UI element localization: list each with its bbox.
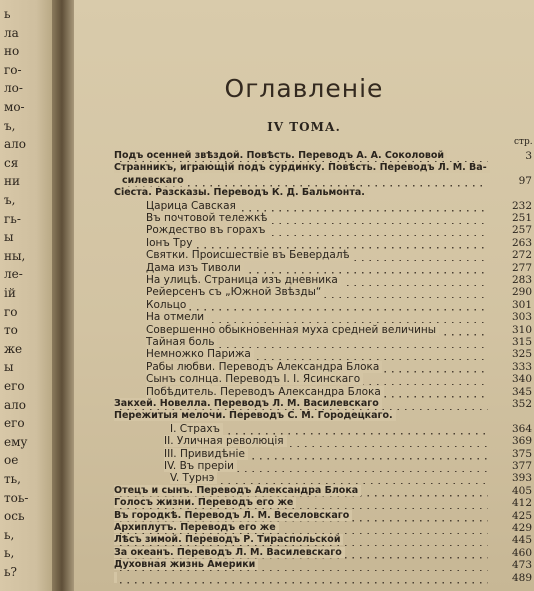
toc-entry-label: Рождество въ горахъ (146, 224, 488, 236)
toc-entry-label: Закхей. Новелла. Переводъ Л. М. Василевскаго (114, 398, 488, 410)
toc-entry-label: III. Привидѣніе (164, 448, 488, 460)
toc-entry-page-number: 272 (511, 249, 532, 262)
toc-row (74, 348, 534, 360)
toc-entry-page-number: 369 (511, 435, 532, 448)
toc-row (74, 262, 534, 274)
toc-entry-label: Подъ осенней звѣздой. Повѣсть. Переводъ А. А. Соколовой (114, 150, 488, 162)
toc-entry-label: Іонъ Тру (146, 237, 488, 249)
left-page-text-fragment: ни (4, 174, 20, 189)
toc-entry-label: На улицѣ. Страница изъ дневника (146, 274, 488, 286)
left-page-text-fragment: же (4, 341, 23, 356)
toc-entry-label: Дама изъ Тиволи (146, 262, 488, 274)
toc-row (74, 150, 534, 162)
toc-row (74, 435, 534, 447)
toc-entry-page-number: 377 (511, 460, 532, 472)
toc-row (74, 398, 534, 410)
left-page-text-fragment: ь, (4, 546, 15, 561)
left-page-text-fragment: ся (4, 155, 19, 170)
left-page-text-fragment: ь, (4, 527, 15, 542)
left-page-text-fragment: ло- (4, 81, 23, 96)
left-page-text-fragment: его (4, 379, 25, 393)
toc-entry-label: Совершенно обыкновенная муха средней величины (146, 324, 488, 336)
toc-row (74, 212, 534, 224)
toc-row (74, 485, 534, 497)
toc-entry-label: Сынъ солнца. Переводъ І. І. Ясинскаго (146, 373, 488, 385)
toc-row (74, 572, 534, 584)
toc-row (74, 274, 534, 286)
toc-row (74, 534, 534, 546)
toc-entry-page-number: 412 (511, 497, 532, 510)
toc-entry-page-number: 310 (511, 323, 532, 336)
toc-row (74, 286, 534, 298)
toc-entry-page-number: 340 (511, 373, 532, 386)
left-page-text-fragment: ось (4, 509, 25, 524)
toc-entry-page-number: 352 (511, 398, 532, 410)
left-page-text-fragment: гь- (4, 211, 21, 226)
toc-row (74, 187, 534, 199)
left-page-text-fragment: го (4, 304, 18, 319)
toc-entry-label: I. Страхъ (170, 423, 488, 435)
toc-row (74, 497, 534, 509)
left-page-text-fragment: ему (4, 434, 28, 449)
toc-entry-page-number: 445 (511, 534, 532, 547)
toc-row (74, 249, 534, 261)
toc-row (74, 336, 534, 348)
toc-entry-label: Въ городкѣ. Переводъ Л. М. Веселовскаго (114, 510, 488, 522)
toc-entry-page-number: 277 (511, 261, 532, 274)
toc-entry-label: Лѣсъ зимой. Переводъ Р. Тираспольской (114, 534, 488, 546)
toc-entry-label: Немножко Парижа (146, 348, 488, 360)
toc-entry-label: За океанъ. Переводъ Л. М. Василевскаго (114, 547, 488, 559)
toc-entry-page-number: 364 (511, 422, 532, 435)
toc-row (74, 410, 534, 422)
toc-row (74, 448, 534, 460)
toc-entry-label: Побѣдитель. Переводъ Александра Блока (146, 386, 488, 398)
toc-entry-label: Святки. Происшествіе въ Бевердалѣ (146, 249, 488, 261)
left-page-text-fragment: ь (4, 7, 11, 21)
toc-entry-label: Архиплутъ. Переводъ его же (114, 522, 488, 534)
left-page-text-fragment: то (4, 323, 18, 338)
toc-entry-page-number: 429 (511, 522, 532, 534)
toc-entry-page-number: 460 (511, 546, 532, 559)
toc-row (74, 373, 534, 385)
toc-row (74, 162, 534, 174)
page-column-header: стр. (514, 137, 533, 147)
left-page-text-fragment: ій (4, 286, 16, 300)
toc-row (74, 423, 534, 435)
left-page-text-fragment: но (4, 44, 20, 59)
toc-row (74, 510, 534, 522)
toc-entry-page-number: 263 (511, 236, 532, 249)
left-page-text-fragment: ле- (4, 267, 23, 282)
toc-row (74, 361, 534, 373)
toc-entry-label: силевскаго (122, 175, 488, 187)
toc-entry-label: Въ почтовой тележкѣ (146, 212, 488, 224)
left-page-text-fragment: ое (4, 453, 19, 468)
left-page-text-fragment: ало (4, 137, 27, 152)
toc-row (74, 324, 534, 336)
toc-entry-label (114, 572, 488, 584)
toc-row (74, 311, 534, 323)
toc-entry-page-number: 303 (511, 311, 532, 324)
toc-entry-page-number: 375 (511, 447, 532, 460)
toc-row (74, 460, 534, 472)
toc-entry-label: II. Уличная революція (164, 435, 488, 447)
toc-entry-label: V. Турнэ (170, 472, 488, 484)
toc-entry-label: Рейерсенъ съ „Южной Звѣзды“ (146, 286, 488, 298)
toc-row (74, 472, 534, 484)
toc-entry-label: Сіеста. Разсказы. Переводъ К. Д. Бальмонта. (114, 187, 492, 199)
toc-entry-page-number: 393 (511, 472, 532, 485)
left-page-text-fragment: го- (4, 62, 22, 77)
toc-entry-label: Кольцо (146, 299, 488, 311)
toc-entry-page-number: 405 (511, 484, 532, 497)
left-page-text-fragment: ы (4, 230, 14, 245)
toc-entry-page-number: 290 (511, 286, 532, 299)
page-title: Оглавленіе (224, 74, 384, 103)
left-page-text-fragment: ы (4, 360, 14, 375)
left-page-text-fragment: ъ, (4, 118, 16, 133)
left-page-text-fragment: ало (4, 397, 27, 412)
toc-entry-page-number: 315 (511, 336, 532, 348)
toc-entry-page-number: 283 (511, 274, 532, 286)
toc-entry-label: Рабы любви. Переводъ Александра Блока (146, 361, 488, 373)
toc-entry-page-number: 257 (511, 224, 532, 237)
volume-subtitle: IV ТОМА. (267, 120, 341, 134)
toc-entry-page-number: 489 (511, 571, 532, 584)
toc-entry-label: Пережитыя мелочи. Переводъ С. М. Городецкаго. (114, 410, 492, 422)
toc-entry-page-number: 425 (511, 509, 532, 522)
toc-row (74, 547, 534, 559)
left-page-text-fragment: ть, (4, 472, 21, 486)
toc-row (74, 200, 534, 212)
toc-entry-page-number: 325 (511, 348, 532, 361)
left-page-text-fragment: ла (4, 25, 19, 40)
left-page-fragment (0, 0, 52, 591)
toc-entry-label: Странникъ, играющій подъ сурдинку. Повѣсть. Переводъ Л. М. Ва- (114, 162, 492, 174)
toc-entry-label: IV. Въ преріи (164, 460, 488, 472)
toc-entry-page-number: 345 (511, 385, 532, 398)
toc-row (74, 386, 534, 398)
toc-row (74, 299, 534, 311)
right-page (74, 0, 534, 591)
book-gutter (52, 0, 74, 591)
toc-entry-label: Духовная жизнь Америки (114, 559, 488, 571)
toc-row (74, 224, 534, 236)
toc-entry-page-number: 473 (511, 559, 532, 572)
toc-entry-page-number: 3 (525, 150, 532, 162)
left-page-text-fragment: ь? (4, 565, 17, 579)
toc-entry-label: Голосъ жизни. Переводъ его же (114, 497, 488, 509)
left-page-text-fragment: ны, (4, 248, 26, 263)
left-page-text-fragment: тоь- (4, 490, 29, 505)
toc-row (74, 175, 534, 187)
toc-row (74, 559, 534, 571)
toc-entry-label: Тайная боль (146, 336, 488, 348)
toc-entry-page-number: 232 (511, 199, 532, 212)
toc-entry-page-number: 301 (511, 298, 532, 311)
toc-entry-label: Царица Савская (146, 200, 488, 212)
toc-entry-label: На отмели (146, 311, 488, 323)
toc-row (74, 522, 534, 534)
toc-row (74, 237, 534, 249)
toc-entry-page-number: 97 (518, 174, 532, 187)
left-page-text-fragment: ъ, (4, 193, 16, 207)
toc-entry-page-number: 251 (511, 212, 532, 224)
left-page-text-fragment: его (4, 416, 25, 431)
left-page-text-fragment: мо- (4, 100, 25, 114)
toc-entry-label: Отецъ и сынъ. Переводъ Александра Блока (114, 485, 488, 497)
toc-entry-page-number: 333 (511, 360, 532, 373)
